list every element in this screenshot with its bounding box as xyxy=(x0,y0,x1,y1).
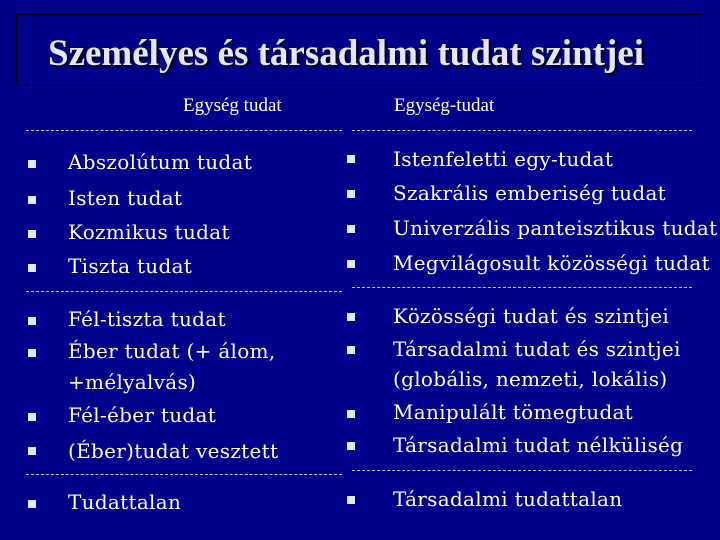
list-item: Tiszta tudat xyxy=(68,254,193,278)
bullet-icon xyxy=(347,313,355,321)
list-item: Kozmikus tudat xyxy=(68,220,230,244)
bullet-icon xyxy=(347,346,355,354)
bullet-icon xyxy=(347,410,355,418)
list-item: (Éber)tudat vesztett xyxy=(68,439,279,463)
list-item: Istenfeletti egy-tudat xyxy=(393,147,614,171)
list-item-continuation: +mélyalvás) xyxy=(68,370,197,394)
bullet-icon xyxy=(28,230,36,238)
slide-title: Személyes és társadalmi tudat szintjei xyxy=(48,33,645,74)
bullet-icon xyxy=(28,500,36,508)
separator xyxy=(352,470,692,471)
separator xyxy=(26,291,342,292)
list-item-continuation: (globális, nemzeti, lokális) xyxy=(393,367,668,391)
bullet-icon xyxy=(28,447,36,455)
list-item: Manipulált tömegtudat xyxy=(393,400,634,424)
list-item: Fél-tiszta tudat xyxy=(68,307,226,331)
list-item: Társadalmi tudat nélküliség xyxy=(393,433,684,457)
list-item: Éber tudat (+ álom, xyxy=(68,339,276,363)
bullet-icon xyxy=(347,155,355,163)
list-item: Tudattalan xyxy=(68,490,182,514)
bullet-icon xyxy=(28,413,36,421)
list-item: Társadalmi tudattalan xyxy=(393,487,623,511)
separator xyxy=(352,287,692,288)
bullet-icon xyxy=(28,196,36,204)
bullet-icon xyxy=(28,317,36,325)
separator xyxy=(352,130,692,131)
bullet-icon xyxy=(28,160,36,168)
list-item: Fél-éber tudat xyxy=(68,403,217,427)
bullet-icon xyxy=(347,190,355,198)
list-item: Társadalmi tudat és szintjei xyxy=(393,337,681,361)
list-item: Szakrális emberiség tudat xyxy=(393,181,667,205)
bullet-icon xyxy=(347,260,355,268)
list-item: Megvilágosult közösségi tudat xyxy=(393,251,710,275)
bullet-icon xyxy=(347,442,355,450)
separator xyxy=(26,474,342,475)
bullet-icon xyxy=(28,264,36,272)
right-column-header: Egység-tudat xyxy=(394,95,495,116)
list-item: Univerzális panteisztikus tudat xyxy=(393,216,718,240)
list-item: Abszolútum tudat xyxy=(68,150,253,174)
list-item: Közösségi tudat és szintjei xyxy=(393,304,670,328)
bullet-icon xyxy=(347,225,355,233)
list-item: Isten tudat xyxy=(68,186,183,210)
bullet-icon xyxy=(347,496,355,504)
left-column-header: Egység tudat xyxy=(183,95,282,116)
separator xyxy=(26,130,342,131)
bullet-icon xyxy=(28,349,36,357)
